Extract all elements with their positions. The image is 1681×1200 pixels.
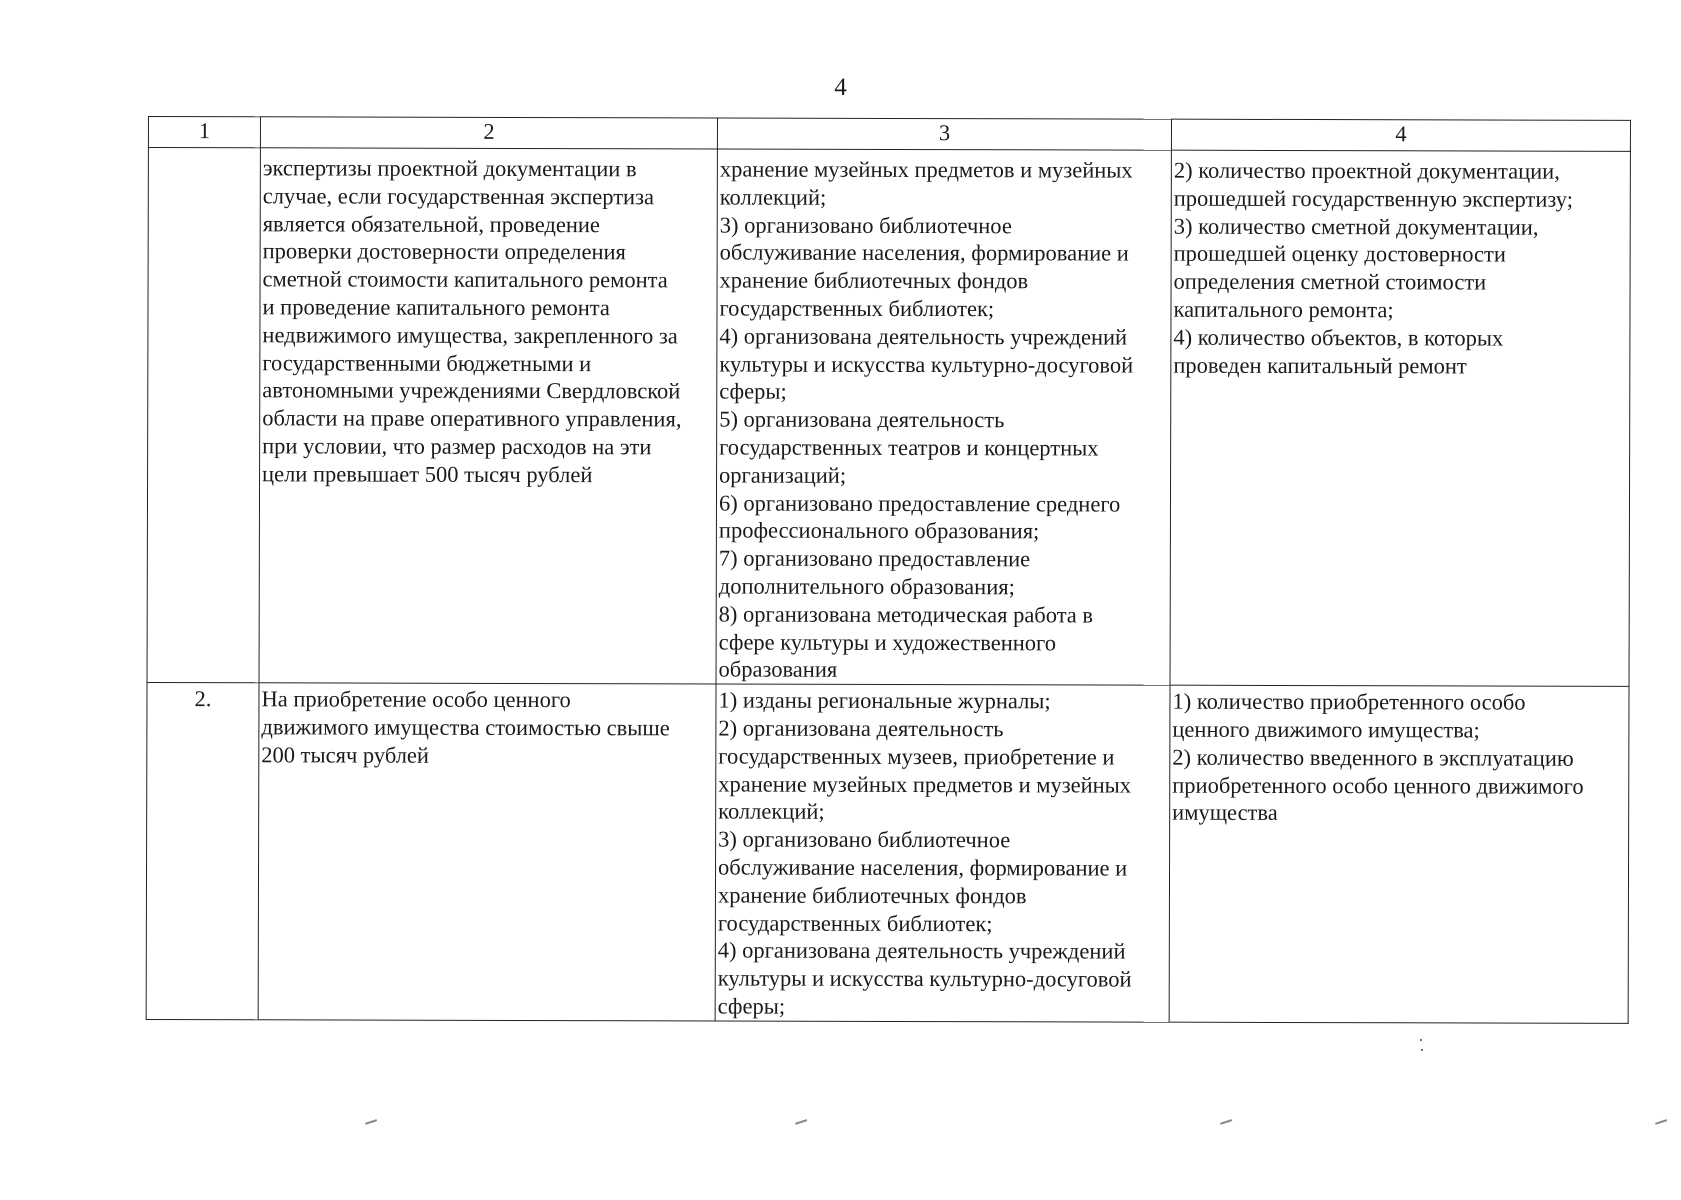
cell-text-line: имущества [1172, 800, 1278, 826]
cell-text-line: 3) организовано библиотечное [718, 826, 1011, 853]
cell-text-line: образования [718, 656, 838, 683]
cell-text-line: дополнительного образования; [718, 573, 1015, 600]
scan-artifact [365, 1119, 377, 1124]
scan-artifact [1420, 1039, 1422, 1041]
cell-text-line: 2) количество введенного в эксплуатацию [1172, 744, 1574, 771]
cell-text-line: государственных библиотек; [717, 910, 993, 936]
cell-text-line: государственных библиотек; [719, 295, 995, 322]
cell-text-line: является обязательной, проведение [262, 210, 600, 237]
table-row [147, 148, 1630, 687]
expense-purpose-cell [259, 148, 717, 684]
column-header-3: 3 [717, 118, 1171, 150]
cell-text-line: культуры и искусства культурно-досуговой [719, 351, 1134, 378]
cell-text-line: 1) изданы региональные журналы; [718, 687, 1051, 714]
cell-text-line: государственными бюджетными и [262, 349, 592, 376]
row-number-cell: 2. [146, 683, 259, 1020]
cell-text-line: сферы; [719, 378, 787, 405]
cell-text-line: сфере культуры и художественного [718, 629, 1057, 655]
cell-text-line: хранение музейных предметов и музейных [718, 771, 1132, 798]
column-header-2: 2 [260, 117, 717, 149]
cell-text-line: хранение библиотечных фондов [719, 267, 1029, 294]
cell-text-line: автономными учреждениями Свердловской [262, 377, 681, 404]
cell-text-line: сферы; [717, 993, 786, 1019]
cell-text-line: области на праве оперативного управления, [262, 405, 682, 432]
cell-text-line: обслуживание населения, формирование и [719, 239, 1129, 266]
scan-artifact [795, 1119, 807, 1124]
row-number-cell [147, 148, 260, 683]
cell-text-line: 5) организована деятельность [719, 406, 1005, 433]
result-cell [715, 684, 1170, 1022]
cell-text-line: сметной стоимости капитального ремонта [262, 266, 668, 293]
cell-text-line: профессионального образования; [718, 517, 1040, 544]
cell-text-line: цели превышает 500 тысяч рублей [262, 461, 593, 487]
cell-text-line: прошедшей государственную экспертизу; [1173, 185, 1574, 212]
indicator-cell [1169, 685, 1629, 1023]
scan-artifact [1220, 1119, 1232, 1124]
scan-artifact [1421, 1049, 1423, 1051]
cell-text-line: организаций; [719, 462, 847, 488]
cell-text-line: 4) организована деятельность учреждений [719, 323, 1128, 350]
cell-text-line: прошедшей оценку достоверности [1173, 241, 1506, 267]
cell-text-line: 3) организовано библиотечное [719, 212, 1012, 238]
cell-text-line: проверки достоверности определения [262, 238, 626, 265]
cell-text-line: 200 тысяч рублей [261, 742, 430, 768]
table-header-row [148, 117, 1630, 152]
cell-text-line: движимого имущества стоимостью свыше [261, 714, 670, 741]
cell-text-line: коллекций; [718, 798, 825, 825]
cell-text-line: и проведение капитального ремонта [262, 294, 610, 321]
expense-purpose-cell [258, 683, 716, 1021]
column-header-1: 1 [148, 117, 260, 148]
cell-text-line: 1) количество приобретенного особо [1172, 688, 1526, 715]
cell-text-line: культуры и искусства культурно-досуговой [717, 965, 1132, 992]
indicators-table [146, 116, 1631, 1024]
indicator-cell [1170, 150, 1630, 686]
cell-text-line: 3) количество сметной документации, [1173, 213, 1539, 240]
cell-text-line: определения сметной стоимости [1173, 268, 1487, 295]
cell-text-line: государственных театров и концертных [719, 434, 1099, 461]
result-cell [716, 149, 1171, 685]
cell-text-line: 2) количество проектной документации, [1173, 157, 1560, 184]
cell-text-line: коллекций; [719, 184, 827, 210]
cell-text-line: капитального ремонта; [1173, 296, 1394, 323]
cell-text-line: 2) организована деятельность [718, 715, 1004, 742]
scan-artifact [1655, 1119, 1667, 1124]
cell-text-line: 4) организована деятельность учреждений [717, 937, 1126, 964]
cell-text-line: случае, если государственная экспертиза [262, 183, 655, 210]
cell-text-line: хранение библиотечных фондов [717, 882, 1027, 909]
cell-text-line: недвижимого имущества, закрепленного за [262, 322, 678, 349]
cell-text-line: 6) организовано предоставление среднего [718, 490, 1121, 517]
cell-text-line: ценного движимого имущества; [1172, 716, 1480, 743]
page-number: 4 [834, 74, 847, 101]
cell-text-line: приобретенного особо ценного движимого [1172, 772, 1584, 799]
column-header-4: 4 [1171, 119, 1630, 151]
cell-text-line: обслуживание населения, формирование и [718, 854, 1128, 881]
cell-text-line: проведен капитальный ремонт [1173, 352, 1467, 379]
cell-text-line: при условии, что размер расходов на эти [262, 433, 652, 460]
table-row [146, 683, 1629, 1023]
cell-text-line: 7) организовано предоставление [718, 545, 1031, 572]
cell-text-line: 8) организована методическая работа в [718, 601, 1094, 628]
cell-text-line: экспертизы проектной документации в [262, 155, 637, 182]
cell-text-line: 4) количество объектов, в которых [1173, 324, 1504, 351]
cell-text-line: хранение музейных предметов и музейных [719, 156, 1133, 183]
cell-text-line: государственных музеев, приобретение и [718, 743, 1115, 770]
cell-text-line: На приобретение особо ценного [261, 686, 571, 713]
